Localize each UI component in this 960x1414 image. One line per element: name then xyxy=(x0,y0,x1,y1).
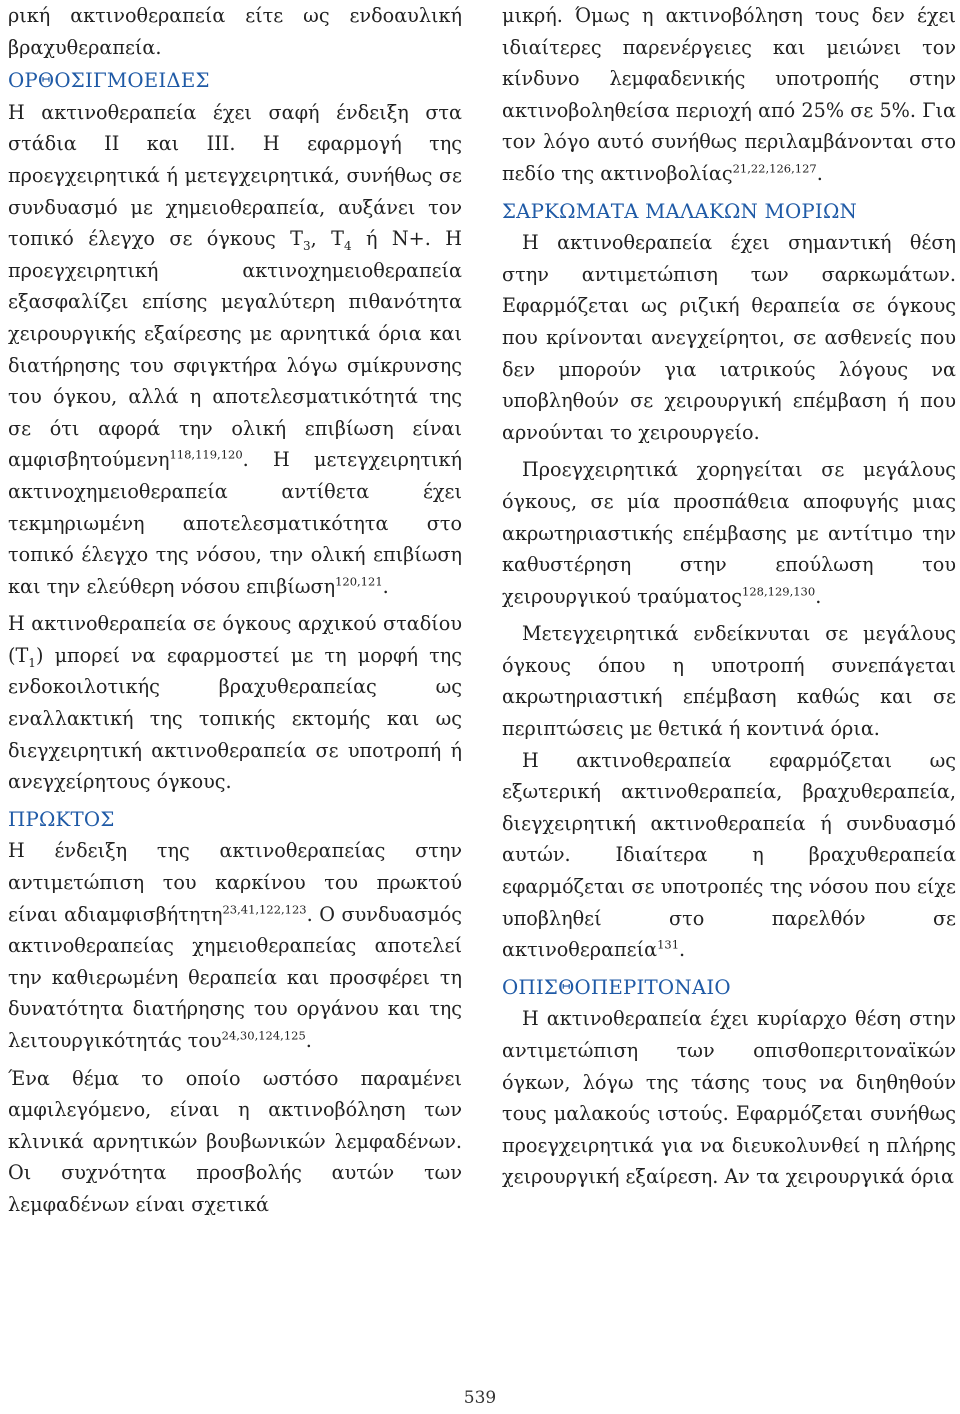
paragraph xyxy=(502,618,956,744)
right-column xyxy=(502,0,956,1193)
subscript: 1 xyxy=(28,655,36,670)
paragraph-text: . Η μετεγχειρητική ακτινοχημειοθεραπεία αντίθετα έχει τεκμηριωμένη αποτελεσματικότητα στο τοπικό έλεγχο της νόσου, την ολική επιβίωση και την ελεύθερη νόσου επιβίωση xyxy=(8,448,462,598)
paragraph-text: . xyxy=(679,938,686,962)
left-column xyxy=(8,0,462,1221)
citation-ref: 118,119,120 xyxy=(169,447,243,462)
paragraph-text: Η ακτινοθεραπεία έχει σημαντική θέση στην αντιμετώπιση των σαρκωμάτων. Εφαρμόζεται ως ριζική θεραπεία σε όγκους που κρίνονται ανεγχείρητοι, σε ασθενείς που δεν μπορούν για ιατρικούς λόγους να υποβληθούν σε χειρουργική επέμβαση ή που αρνούνται το χειρουργείο. xyxy=(502,231,956,444)
paragraph-text: Η ακτινοθεραπεία εφαρμόζεται ως εξωτερική ακτινοθεραπεία, βραχυθεραπεία, διεγχειρητική ακτινοθεραπεία ή συνδυασμό αυτών. Ιδιαίτερα η βραχυθεραπεία εφαρμόζεται σε υποτροπές της νόσου που είχε υποβληθεί στο παρελθόν σε ακτινοθεραπεία xyxy=(502,748,956,962)
citation-ref: 23,41,122,123 xyxy=(222,902,307,917)
paragraph xyxy=(502,1003,956,1193)
subscript: 4 xyxy=(343,238,352,253)
paragraph-text: Η ακτινοθεραπεία έχει σαφή ένδειξη στα στάδια II και III. Η εφαρμογή της προεγχειρητικά ή μετεγχειρητικά, συνήθως σε συνδυασμό με χημειοθεραπεία, αυξάνει τον τοπικό έλεγχο σε όγκους T xyxy=(8,100,462,251)
section-heading-orthosigmoid: ΟΡΘΟΣΙΓΜΟΕΙΔΕΣ xyxy=(8,69,210,93)
paragraph-text: ) μπορεί να εφαρμοστεί με τη μορφή της ενδοκοιλοτικής βραχυθεραπείας ως εναλλακτική της τοπικής εκτομής και ως διεγχειρητική ακτινοθεραπεία σε υποτροπή ή ανεγχείρητους όγκους. xyxy=(8,643,462,794)
paragraph xyxy=(502,454,956,612)
paragraph xyxy=(8,1063,462,1221)
paragraph-text: . Ο συνδυασμός ακτινοθεραπείας χημειοθεραπείας αποτελεί την καθιερωμένη θεραπεία και προσφέρει τη δυνατότητα διατήρησης του οργάνου και της λειτουργικότητάς του xyxy=(8,902,462,1052)
section-heading-retroperitoneum: ΟΠΙΣΘΟΠΕΡΙΤΟΝΑΙΟ xyxy=(502,975,731,999)
citation-ref: 24,30,124,125 xyxy=(221,1028,306,1043)
paragraph xyxy=(502,0,956,190)
subscript: 3 xyxy=(302,238,311,253)
paragraph xyxy=(8,835,462,1056)
paragraph-text: Η ένδειξη της ακτινοθεραπείας στην αντιμετώπιση του καρκίνου του πρωκτού είναι αδιαμφισβήτητη xyxy=(8,839,462,926)
paragraph-text: Μετεγχειρητικά ενδείκνυται σε μεγάλους όγκους όπου η υποτροπή συνεπάγεται ακρωτηριαστική επέμβαση καθώς και σε περιπτώσεις με θετικά ή κοντινά όρια. xyxy=(502,622,956,741)
paragraph-text: ρική ακτινοθεραπεία είτε ως ενδοαυλική βραχυθεραπεία. xyxy=(8,4,462,59)
paragraph xyxy=(502,745,956,966)
paragraph-text: ή N+. Η προεγχειρητική ακτινοχημειοθεραπεία εξασφαλίζει επίσης μεγαλύτερη πιθανότητα χειρουργικής εξαίρεσης με αρνητικά όρια και διατήρησης του σφιγκτήρα λόγω σμίκρυνσης του όγκου, αλλά η αποτελεσματικότητά της σε ότι αφορά την ολική επιβίωση είναι αμφισβητούμενη xyxy=(8,227,462,472)
paragraph-text: Η ακτινοθεραπεία έχει κυρίαρχο θέση στην αντιμετώπιση των οπισθοπεριτοναϊκών όγκων, λόγω της τάσης τους να διηθηθούν τους μαλακούς ιστούς. Εφαρμόζεται συνήθως προεγχειρητικά για να διευκολυνθεί η πλήρης χειρουργική εξαίρεση. Αν τα χειρουργικά όρια xyxy=(502,1007,956,1189)
paragraph-text: Ένα θέμα το οποίο ωστόσο παραμένει αμφιλεγόμενο, είναι η ακτινοβόληση των κλινικά αρνητικών βουβωνικών λεμφαδένων. Οι συχνότητα προσβολής αυτών των λεμφαδένων είναι σχετικά xyxy=(8,1066,462,1216)
paragraph xyxy=(8,97,462,603)
paragraph-text: . xyxy=(305,1029,312,1052)
citation-ref: 131 xyxy=(657,937,680,952)
section-heading-soft-tissue-sarcomas: ΣΑΡΚΩΜΑΤΑ ΜΑΛΑΚΩΝ ΜΟΡΙΩΝ xyxy=(502,199,858,223)
paragraph-text: , T xyxy=(310,227,344,251)
section-heading-anus: ΠΡΩΚΤΟΣ xyxy=(8,807,115,831)
paragraph-text: . xyxy=(815,584,822,608)
paragraph-text: . xyxy=(816,161,823,185)
citation-ref: 21,22,126,127 xyxy=(732,161,817,176)
page-number: 539 xyxy=(463,1388,497,1408)
paragraph-text: . xyxy=(382,574,389,598)
paragraph xyxy=(8,0,462,63)
paragraph-text: μικρή. Όμως η ακτινοβόληση τους δεν έχει ιδιαίτερες παρενέργειες και μειώνει τον κίνδυνο λεμφαδενικής υποτροπής στην ακτινοβοληθείσα περιοχή από 25% σε 5%. Για τον λόγο αυτό συνήθως περιλαμβάνονται στο πεδίο της ακτινοβολίας xyxy=(502,4,956,185)
paragraph xyxy=(8,608,462,798)
citation-ref: 128,129,130 xyxy=(742,584,816,599)
citation-ref: 120,121 xyxy=(335,574,383,589)
paragraph-text: Προεγχειρητικά χορηγείται σε μεγάλους όγκους, σε μία προσπάθεια αποφυγής μιας ακρωτηριαστικής επέμβασης με αντίτιμο την καθυστέρηση στην επούλωση του χειρουργικού τραύματος xyxy=(502,458,956,608)
paragraph-text: Η ακτινοθεραπεία σε όγκους αρχικού σταδίου (T xyxy=(8,612,462,667)
paragraph xyxy=(502,227,956,448)
